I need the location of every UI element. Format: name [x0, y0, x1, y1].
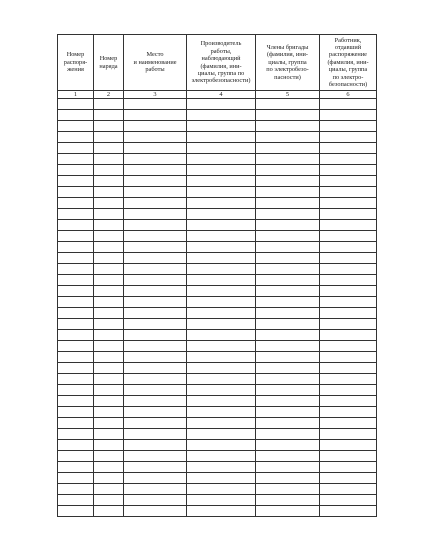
- table-cell: [124, 484, 187, 495]
- table-row: [58, 484, 377, 495]
- table-cell: [256, 264, 320, 275]
- table-cell: [187, 198, 256, 209]
- table-row: [58, 275, 377, 286]
- table-row: [58, 165, 377, 176]
- table-cell: [124, 231, 187, 242]
- table-cell: [320, 242, 377, 253]
- table-cell: [187, 132, 256, 143]
- column-header-issuer: [320, 35, 377, 91]
- table-cell: [256, 440, 320, 451]
- table-cell: [124, 341, 187, 352]
- table-cell: [187, 242, 256, 253]
- table-cell: [256, 506, 320, 517]
- table-cell: [320, 121, 377, 132]
- table-cell: [256, 242, 320, 253]
- table-cell: [124, 154, 187, 165]
- table-cell: [187, 396, 256, 407]
- table-cell: [256, 121, 320, 132]
- table-row: [58, 154, 377, 165]
- table-cell: [124, 418, 187, 429]
- column-header-work-place: [124, 35, 187, 91]
- table-cell: [58, 165, 94, 176]
- table-cell: [124, 143, 187, 154]
- table-cell: [124, 462, 187, 473]
- table-cell: [58, 363, 94, 374]
- table-row: [58, 231, 377, 242]
- column-number: 1: [58, 91, 94, 99]
- table-cell: [58, 110, 94, 121]
- table-cell: [187, 253, 256, 264]
- table-cell: [94, 132, 124, 143]
- table-cell: [187, 330, 256, 341]
- table-row: [58, 495, 377, 506]
- table-cell: [320, 462, 377, 473]
- table-cell: [187, 308, 256, 319]
- table-cell: [320, 451, 377, 462]
- table-cell: [256, 154, 320, 165]
- table-cell: [187, 473, 256, 484]
- table-cell: [94, 275, 124, 286]
- table-cell: [187, 264, 256, 275]
- table-cell: [256, 165, 320, 176]
- table-cell: [187, 143, 256, 154]
- table-cell: [256, 319, 320, 330]
- table-cell: [94, 341, 124, 352]
- table-row: [58, 385, 377, 396]
- column-number: 5: [256, 91, 320, 99]
- table-cell: [256, 473, 320, 484]
- table-row: [58, 352, 377, 363]
- table-cell: [58, 99, 94, 110]
- table-cell: [124, 209, 187, 220]
- table-cell: [58, 330, 94, 341]
- table-cell: [94, 242, 124, 253]
- table-cell: [94, 264, 124, 275]
- table-cell: [320, 154, 377, 165]
- table-row: [58, 286, 377, 297]
- table-cell: [320, 198, 377, 209]
- table-cell: [58, 484, 94, 495]
- table-cell: [94, 176, 124, 187]
- header-text: Члены бригады (фамилия, ини- циалы, группа по электробезо- пасности): [266, 43, 309, 81]
- table-cell: [124, 451, 187, 462]
- table-cell: [320, 264, 377, 275]
- table-cell: [58, 198, 94, 209]
- table-cell: [94, 407, 124, 418]
- table-cell: [124, 264, 187, 275]
- table-cell: [256, 286, 320, 297]
- table-row: [58, 121, 377, 132]
- table-cell: [58, 473, 94, 484]
- table-cell: [187, 429, 256, 440]
- table-cell: [124, 297, 187, 308]
- table-row: [58, 242, 377, 253]
- column-number-row: [58, 91, 377, 99]
- table-cell: [94, 374, 124, 385]
- table-cell: [256, 374, 320, 385]
- table-cell: [94, 165, 124, 176]
- table-cell: [256, 385, 320, 396]
- table-cell: [124, 495, 187, 506]
- column-number: 2: [94, 91, 124, 99]
- table-cell: [94, 143, 124, 154]
- column-header-permit-number: [94, 35, 124, 91]
- table-row: [58, 451, 377, 462]
- table-row: [58, 308, 377, 319]
- table-cell: [124, 506, 187, 517]
- table-cell: [320, 506, 377, 517]
- table-cell: [124, 253, 187, 264]
- table-cell: [94, 99, 124, 110]
- table-cell: [58, 231, 94, 242]
- table-cell: [94, 154, 124, 165]
- table-cell: [124, 429, 187, 440]
- table-cell: [320, 363, 377, 374]
- table-cell: [320, 143, 377, 154]
- table-cell: [58, 374, 94, 385]
- table-cell: [58, 308, 94, 319]
- table-cell: [320, 473, 377, 484]
- table-cell: [187, 275, 256, 286]
- table-row: [58, 132, 377, 143]
- table-cell: [256, 110, 320, 121]
- header-text: Номер наряда: [99, 55, 118, 70]
- column-number: 6: [320, 91, 377, 99]
- table-cell: [187, 154, 256, 165]
- table-cell: [256, 451, 320, 462]
- table-cell: [187, 165, 256, 176]
- table-cell: [320, 132, 377, 143]
- table-cell: [58, 352, 94, 363]
- table-row: [58, 363, 377, 374]
- table-cell: [320, 319, 377, 330]
- table-cell: [124, 319, 187, 330]
- table-row: [58, 473, 377, 484]
- table-cell: [187, 462, 256, 473]
- table-cell: [124, 363, 187, 374]
- column-number: 4: [187, 91, 256, 99]
- table-cell: [187, 231, 256, 242]
- table-cell: [58, 418, 94, 429]
- table-cell: [124, 352, 187, 363]
- table-cell: [256, 297, 320, 308]
- table-cell: [124, 440, 187, 451]
- table-cell: [58, 495, 94, 506]
- table-cell: [58, 187, 94, 198]
- table-cell: [124, 330, 187, 341]
- table-cell: [94, 418, 124, 429]
- table-cell: [124, 374, 187, 385]
- table-cell: [320, 231, 377, 242]
- table-cell: [187, 286, 256, 297]
- table-cell: [320, 440, 377, 451]
- table-cell: [187, 451, 256, 462]
- table-cell: [320, 484, 377, 495]
- table-cell: [320, 374, 377, 385]
- table-cell: [58, 407, 94, 418]
- table-row: [58, 99, 377, 110]
- table-cell: [320, 330, 377, 341]
- table-cell: [320, 297, 377, 308]
- table-cell: [187, 363, 256, 374]
- table-cell: [94, 253, 124, 264]
- table-cell: [124, 220, 187, 231]
- table-cell: [256, 495, 320, 506]
- table-row: [58, 176, 377, 187]
- table-cell: [187, 440, 256, 451]
- table-cell: [58, 275, 94, 286]
- table-cell: [58, 220, 94, 231]
- table-cell: [256, 352, 320, 363]
- table-row: [58, 418, 377, 429]
- table-cell: [320, 209, 377, 220]
- table-cell: [320, 187, 377, 198]
- table-row: [58, 198, 377, 209]
- table-cell: [256, 330, 320, 341]
- table-cell: [94, 484, 124, 495]
- table-cell: [124, 198, 187, 209]
- table-row: [58, 341, 377, 352]
- table-cell: [320, 495, 377, 506]
- table-cell: [187, 495, 256, 506]
- header-text: Работник, отдавший распоряжение (фамилия, ини- циалы, группа по электро- безопасности): [327, 36, 369, 89]
- table-cell: [256, 132, 320, 143]
- table-cell: [58, 253, 94, 264]
- table-cell: [256, 176, 320, 187]
- table-cell: [187, 220, 256, 231]
- table-cell: [58, 396, 94, 407]
- table-cell: [94, 187, 124, 198]
- table-cell: [187, 319, 256, 330]
- table-cell: [124, 121, 187, 132]
- table-cell: [94, 506, 124, 517]
- table-cell: [58, 341, 94, 352]
- table-cell: [124, 275, 187, 286]
- table-cell: [187, 209, 256, 220]
- table-row: [58, 143, 377, 154]
- table-cell: [256, 363, 320, 374]
- table-cell: [320, 253, 377, 264]
- table-row: [58, 462, 377, 473]
- table-cell: [320, 341, 377, 352]
- table-row: [58, 429, 377, 440]
- table-row: [58, 440, 377, 451]
- column-header-work-supervisor: [187, 35, 256, 91]
- table-row: [58, 209, 377, 220]
- table-cell: [58, 297, 94, 308]
- table-row: [58, 396, 377, 407]
- table-cell: [320, 407, 377, 418]
- table-cell: [320, 176, 377, 187]
- column-header-order-number: [58, 35, 94, 91]
- table-row: [58, 374, 377, 385]
- table-cell: [94, 495, 124, 506]
- table-cell: [94, 231, 124, 242]
- table-cell: [124, 99, 187, 110]
- table-cell: [256, 275, 320, 286]
- table-cell: [320, 352, 377, 363]
- table-cell: [187, 187, 256, 198]
- table-cell: [256, 220, 320, 231]
- table-cell: [58, 429, 94, 440]
- table-cell: [58, 176, 94, 187]
- table-cell: [94, 308, 124, 319]
- column-number: 3: [124, 91, 187, 99]
- table-cell: [187, 352, 256, 363]
- table-cell: [187, 110, 256, 121]
- table-cell: [187, 418, 256, 429]
- table-cell: [256, 231, 320, 242]
- table-cell: [94, 121, 124, 132]
- table-row: [58, 253, 377, 264]
- table-cell: [256, 198, 320, 209]
- table-cell: [320, 385, 377, 396]
- table-cell: [58, 286, 94, 297]
- table-cell: [256, 341, 320, 352]
- table-cell: [124, 165, 187, 176]
- table-cell: [187, 297, 256, 308]
- table-cell: [256, 396, 320, 407]
- table-cell: [256, 143, 320, 154]
- table-cell: [124, 242, 187, 253]
- table-cell: [94, 198, 124, 209]
- table-cell: [256, 308, 320, 319]
- table-row: [58, 264, 377, 275]
- table-cell: [187, 341, 256, 352]
- table-cell: [187, 374, 256, 385]
- table-cell: [124, 385, 187, 396]
- table-cell: [94, 440, 124, 451]
- table-body: [58, 99, 377, 517]
- table-cell: [256, 407, 320, 418]
- table-cell: [94, 297, 124, 308]
- table-cell: [58, 143, 94, 154]
- table-cell: [256, 253, 320, 264]
- table-cell: [94, 473, 124, 484]
- table-cell: [187, 121, 256, 132]
- table-cell: [94, 330, 124, 341]
- table-cell: [58, 264, 94, 275]
- table-cell: [124, 396, 187, 407]
- table-cell: [94, 451, 124, 462]
- table-cell: [94, 462, 124, 473]
- table-row: [58, 407, 377, 418]
- table-cell: [256, 99, 320, 110]
- table-cell: [94, 319, 124, 330]
- table-cell: [187, 407, 256, 418]
- table-cell: [320, 275, 377, 286]
- table-cell: [320, 429, 377, 440]
- table-cell: [58, 385, 94, 396]
- table-cell: [58, 154, 94, 165]
- table-cell: [256, 484, 320, 495]
- table-cell: [124, 187, 187, 198]
- table-row: [58, 110, 377, 121]
- table-cell: [58, 462, 94, 473]
- table-cell: [320, 110, 377, 121]
- table-cell: [124, 110, 187, 121]
- table-cell: [320, 396, 377, 407]
- table-row: [58, 187, 377, 198]
- table-cell: [187, 99, 256, 110]
- table-cell: [58, 319, 94, 330]
- table-cell: [124, 308, 187, 319]
- table-cell: [94, 110, 124, 121]
- header-text: Номер распоря- жения: [63, 51, 88, 74]
- table-row: [58, 506, 377, 517]
- table-cell: [320, 99, 377, 110]
- table-cell: [320, 165, 377, 176]
- table-cell: [94, 209, 124, 220]
- table-cell: [187, 176, 256, 187]
- orders-register-table: [57, 34, 377, 517]
- table-cell: [94, 396, 124, 407]
- header-text: Производитель работы, наблюдающий (фамилия, ини- циалы, группа по электробезопасности): [191, 40, 251, 85]
- table-cell: [124, 286, 187, 297]
- table-cell: [94, 385, 124, 396]
- header-row: [58, 35, 377, 91]
- table-cell: [320, 308, 377, 319]
- table-cell: [124, 473, 187, 484]
- table-row: [58, 330, 377, 341]
- table-row: [58, 297, 377, 308]
- table-cell: [58, 506, 94, 517]
- table-cell: [187, 385, 256, 396]
- table-cell: [58, 132, 94, 143]
- table-cell: [94, 286, 124, 297]
- table-row: [58, 220, 377, 231]
- table-cell: [94, 352, 124, 363]
- table-cell: [94, 363, 124, 374]
- table-cell: [320, 418, 377, 429]
- table-cell: [256, 187, 320, 198]
- table-cell: [320, 220, 377, 231]
- table-cell: [58, 121, 94, 132]
- table-cell: [124, 407, 187, 418]
- table-cell: [94, 429, 124, 440]
- table-cell: [320, 286, 377, 297]
- table-cell: [58, 242, 94, 253]
- table-cell: [256, 209, 320, 220]
- table-row: [58, 319, 377, 330]
- table-cell: [58, 451, 94, 462]
- table-cell: [58, 209, 94, 220]
- table-cell: [58, 440, 94, 451]
- table-cell: [256, 462, 320, 473]
- table-cell: [256, 429, 320, 440]
- header-text: Место и наименование работы: [133, 51, 177, 74]
- table-cell: [94, 220, 124, 231]
- table-cell: [124, 132, 187, 143]
- table-cell: [187, 484, 256, 495]
- table-cell: [187, 506, 256, 517]
- table-cell: [124, 176, 187, 187]
- table-cell: [256, 418, 320, 429]
- column-header-team-members: [256, 35, 320, 91]
